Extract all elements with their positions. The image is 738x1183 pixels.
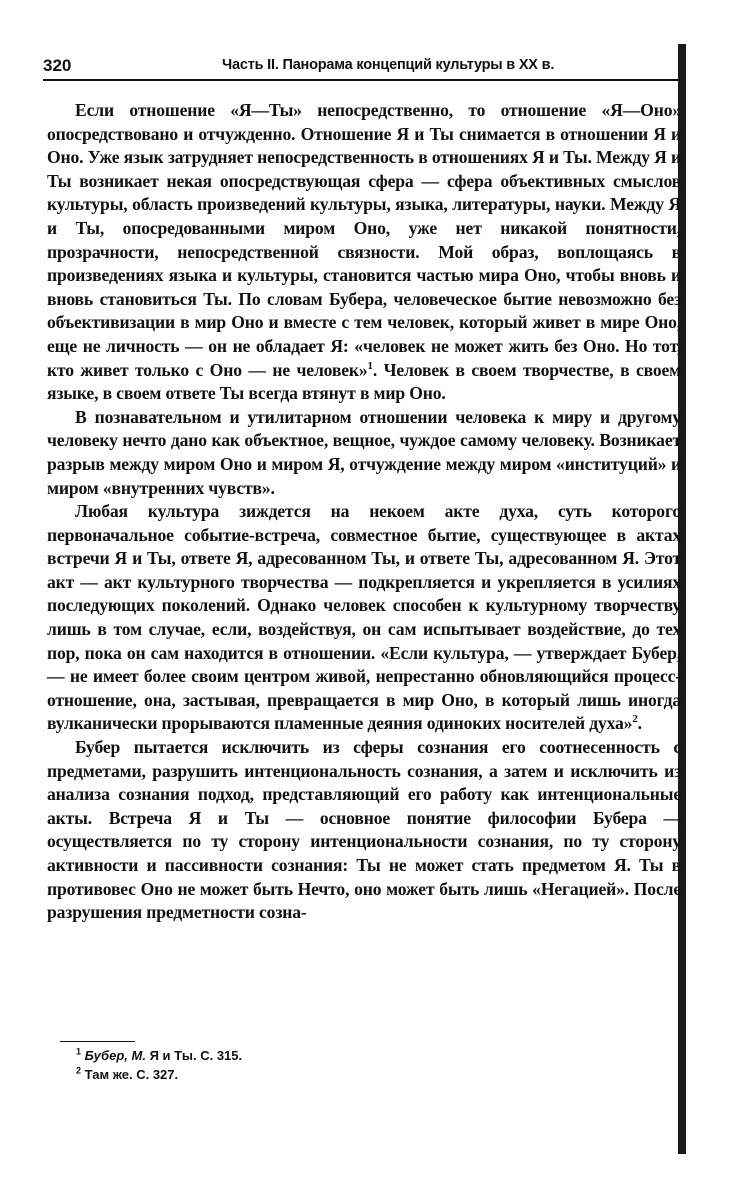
page-number: 320 <box>43 56 72 75</box>
paragraph-2 <box>47 406 681 500</box>
paragraph-3 <box>47 500 681 736</box>
footnote-rule <box>60 1041 135 1042</box>
paragraph-text: . Человек в своем творчестве, в своем языке, в своем ответе Ты всегда втянут в мир Оно. <box>47 359 681 404</box>
paragraph-text: Если отношение «Я—Ты» непосредственно, то отношение «Я—Оно» опосредствовано и отчужденно. Отношение Я и Ты снимается в отношении Я и Оно. Уже язык затрудняет непосредственность в отношениях Я и Ты. Между Я и Ты возникает некая опосредствующая сфера — сфера объективных смыслов культуры, область произведений культуры, языка, литературы, науки. Между Я и Ты, опосредованными миром Оно, уже нет никакой понятности, прозрачности, непосредственной связности. Мой образ, воплощаясь в произведениях языка и культуры, становится частью мира Оно, чтобы вновь и вновь становиться Ты. По словам Бубера, человеческое бытие невозможно без объективизации в мир Оно и вместе с тем человек, который живет в мире Оно, еще не личность — он не обладает Я: «человек не может жить без Оно. Но тот, кто живет только с Оно — не человек» <box>47 100 681 380</box>
paragraph-text: Любая культура зиждется на некоем акте духа, суть которого первоначальное событие-встреча, совместное бытие, существующее в актах встречи Я и Ты, ответе Я, адресованном Ты, и ответе Ты, адресованном Я. Этот акт — акт культурного творчества — подкрепляется и укрепляется в усилиях последующих поколений. Однако человек способен к культурному творчеству лишь в том случае, если, воздействуя, он сам испытывает воздействие, до тех пор, пока он сам находится в отношении. «Если культура, — утверждает Бубер, — не имеет более своим центром живой, непрестанно обновляющийся процесс-отношение, она, застывая, превращается в мир Оно, в который лишь иногда вулканически прорываются пламенные деяния одиноких носителей духа» <box>47 501 681 734</box>
footnote-ref: 2 <box>632 713 638 726</box>
paragraph-text: . <box>637 713 642 734</box>
paragraph-text: Бубер пытается исключить из сферы сознания его соотнесенность с предметами, разрушить интенциональность сознания, а затем и исключить из анализа сознания подход, представляющий его работу как интенциональные акты. Встреча Я и Ты — основное понятие философии Бубера — осуществляется по ту сторону интенциональности сознания, по ту сторону активности и пассивности сознания: Ты не может стать предметом Я. Ты в противовес Оно не может быть Нечто, оно может быть лишь «Негацией». После разрушения предметности созна- <box>47 737 681 923</box>
footnote-1 <box>76 1046 242 1065</box>
running-head: Часть II. Панорама концепций культуры в XX в. <box>222 57 555 73</box>
footnote-2 <box>76 1065 242 1084</box>
header-rule <box>43 79 683 81</box>
footnote-ref: 1 <box>367 359 373 372</box>
paragraph-text: В познавательном и утилитарном отношении человека к миру и другому человеку нечто дано как объектное, вещное, чуждое самому человеку. Возникает разрыв между миром Оно и миром Я, отчуждение между миром «институций» и миром «внутренних чувств». <box>47 406 681 498</box>
footnote-text: Я и Ты. С. 315. <box>145 1048 243 1063</box>
body-text <box>47 99 681 925</box>
paragraph-1 <box>47 99 681 406</box>
footnote-mark: 1 <box>76 1046 82 1057</box>
footnote-text: Там же. С. 327. <box>84 1067 179 1082</box>
paragraph-4 <box>47 736 681 925</box>
footnote-mark: 2 <box>76 1065 82 1076</box>
footnote-author: Бубер, М. <box>84 1048 146 1063</box>
footnotes <box>76 1046 242 1084</box>
